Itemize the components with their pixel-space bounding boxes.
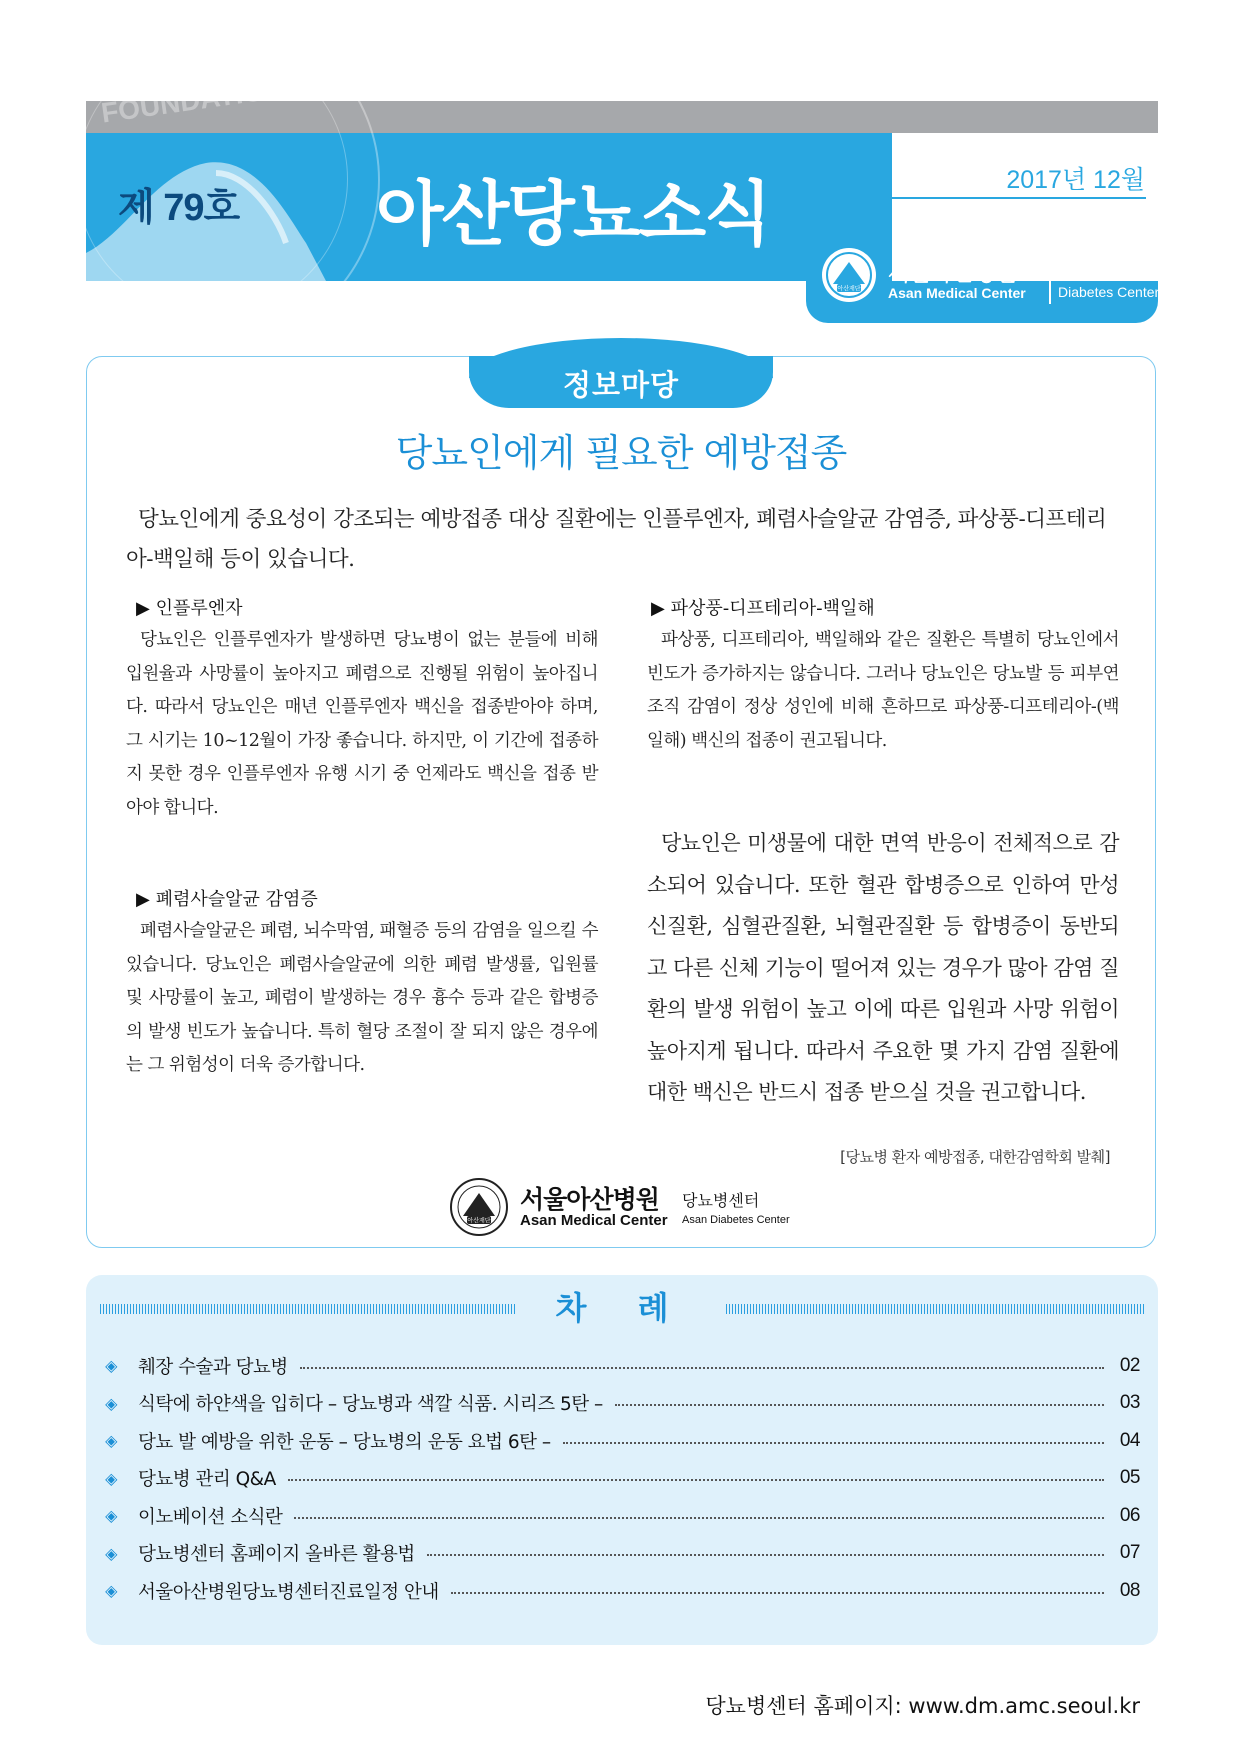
toc-item[interactable]	[100, 1385, 1140, 1423]
diamond-bullet-icon: ◈	[105, 1393, 117, 1413]
box-hospital-name-ko: 서울아산병원	[520, 1185, 659, 1214]
section-body-influenza: 당뇨인은 인플루엔자가 발생하면 당뇨병이 없는 분들에 비해 입원율과 사망률이 높아지고 폐렴으로 진행될 위험이 높아집니다. 따라서 당뇨인은 매년 인플루엔자 백신을 접종받아야 하며, 그 시기는 10~12월이 가장 좋습니다. 하지만, 이 기간에 접종하지 못한 경우 인플루엔자 유행 시기 중 언제라도 백신을 접종 받아야 합니다.	[126, 630, 598, 818]
box-hospital-name-en: Asan Medical Center	[520, 1212, 668, 1229]
section-heading-pneumococcal: ▶ 폐렴사슬알균 감염증	[136, 889, 318, 910]
center-name-en: Diabetes Center	[1058, 284, 1160, 300]
toc-leader-dots	[615, 1404, 1104, 1406]
section-body-pneumococcal: 폐렴사슬알균은 폐렴, 뇌수막염, 패혈증 등의 감염을 일으킬 수 있습니다. 당뇨인은 폐렴사슬알균에 의한 폐렴 발생률, 입원률 및 사망률이 높고, 폐렴이 발생하는 경우 흉수 등과 같은 합병증의 발생 빈도가 높습니다. 특히 혈당 조절이 잘 되지 않은 경우에는 그 위험성이 더욱 증가합니다.	[126, 921, 598, 1075]
toc-item-title: 이노베이션 소식란	[138, 1506, 283, 1528]
date-underline	[828, 197, 1146, 199]
toc-leader-dots	[563, 1442, 1104, 1444]
magazine-title: 아산당뇨소식	[376, 173, 770, 255]
toc-item-page: 07	[1119, 1542, 1140, 1564]
toc-leader-dots	[288, 1479, 1104, 1481]
issue-date: 2017년 12월	[1006, 166, 1145, 194]
foundation-watermark: FOUNDATION	[99, 72, 287, 129]
box-center-name-ko: 당뇨병센터	[682, 1191, 760, 1210]
box-center-name-en: Asan Diabetes Center	[682, 1214, 790, 1226]
diamond-bullet-icon: ◈	[105, 1506, 117, 1526]
toc-leader-dots	[294, 1517, 1104, 1519]
toc-item-title: 식탁에 하얀색을 입히다 – 당뇨병과 색깔 식품. 시리즈 5탄 –	[138, 1394, 603, 1416]
article-source: [당뇨병 환자 예방접종, 대한감염학회 발췌]	[840, 1148, 1110, 1166]
toc-item-title: 췌장 수술과 당뇨병	[138, 1356, 288, 1378]
toc-list	[100, 1347, 1140, 1610]
center-name-ko: 당뇨병센터	[1058, 260, 1141, 278]
logo-caption: 아산재단	[837, 285, 861, 293]
toc-leader-dots	[300, 1367, 1104, 1369]
issue-number: 제 79호	[118, 187, 240, 229]
toc-item-page: 05	[1119, 1467, 1140, 1489]
section-body-tdap: 파상풍, 디프테리아, 백일해와 같은 질환은 특별히 당뇨인에서 빈도가 증가하지는 않습니다. 그러나 당뇨인은 당뇨발 등 피부연조직 감염이 정상 성인에 비해 흔하므로 파상풍-디프테리아-(백일해) 백신의 접종이 권고됩니다.	[647, 630, 1119, 751]
toc-item[interactable]	[100, 1535, 1140, 1573]
hospital-name-ko: 서울아산병원	[888, 260, 1016, 286]
article-intro: 당뇨인에게 중요성이 강조되는 예방접종 대상 질환에는 인플루엔자, 폐렴사슬알균 감염증, 파상풍-디프테리아-백일해 등이 있습니다.	[126, 507, 1107, 572]
toc-leader-dots	[427, 1554, 1104, 1556]
toc-item-page: 03	[1119, 1392, 1140, 1414]
article-closing: 당뇨인은 미생물에 대한 면역 반응이 전체적으로 감소되어 있습니다. 또한 혈관 합병증으로 인하여 만성 신질환, 심혈관질환, 뇌혈관질환 등 합병증이 동반되고 다른 신체 기능이 떨어져 있는 경우가 많아 감염 질환의 발생 위험이 높고 이에 따른 입원과 사망 위험이 높아지게 됩니다. 따라서 주요한 몇 가지 감염 질환에 대한 백신은 반드시 접종 받으실 것을 권고합니다.	[647, 831, 1119, 1104]
homepage-footer[interactable]: 당뇨병센터 홈페이지: www.dm.amc.seoul.kr	[705, 1694, 1140, 1718]
toc-item[interactable]	[100, 1422, 1140, 1460]
asan-foundation-logo-small	[448, 1176, 510, 1238]
toc-item-title: 당뇨병 관리 Q&A	[138, 1469, 276, 1491]
section-heading-influenza: ▶ 인플루엔자	[136, 598, 243, 619]
toc-item-title: 당뇨병센터 홈페이지 올바른 활용법	[138, 1544, 415, 1566]
logo-caption-small: 아산재단	[467, 1217, 491, 1225]
diamond-bullet-icon: ◈	[105, 1581, 117, 1601]
toc-title: 차 례	[555, 1289, 689, 1327]
toc-item-page: 02	[1119, 1354, 1140, 1376]
section-heading-tdap: ▶ 파상풍-디프테리아-백일해	[651, 598, 875, 619]
header-divider	[1049, 258, 1051, 304]
toc-item[interactable]	[100, 1347, 1140, 1385]
toc-item-page: 06	[1119, 1504, 1140, 1526]
hospital-name-en: Asan Medical Center	[888, 285, 1026, 301]
toc-item-title: 서울아산병원당뇨병센터진료일정 안내	[138, 1581, 439, 1603]
toc-leader-dots	[451, 1592, 1104, 1594]
toc-item-page: 04	[1119, 1429, 1140, 1451]
asan-foundation-logo	[820, 246, 878, 304]
toc-item[interactable]	[100, 1460, 1140, 1498]
diamond-bullet-icon: ◈	[105, 1468, 117, 1488]
diamond-bullet-icon: ◈	[105, 1543, 117, 1563]
article-title: 당뇨인에게 필요한 예방접종	[395, 431, 847, 475]
toc-item[interactable]	[100, 1572, 1140, 1610]
section-badge-label: 정보마당	[562, 368, 680, 402]
toc-item-page: 08	[1119, 1579, 1140, 1601]
diamond-bullet-icon: ◈	[105, 1431, 117, 1451]
diamond-bullet-icon: ◈	[105, 1356, 117, 1376]
toc-item-title: 당뇨 발 예방을 위한 운동 – 당뇨병의 운동 요법 6탄 –	[138, 1431, 551, 1453]
toc-item[interactable]	[100, 1497, 1140, 1535]
